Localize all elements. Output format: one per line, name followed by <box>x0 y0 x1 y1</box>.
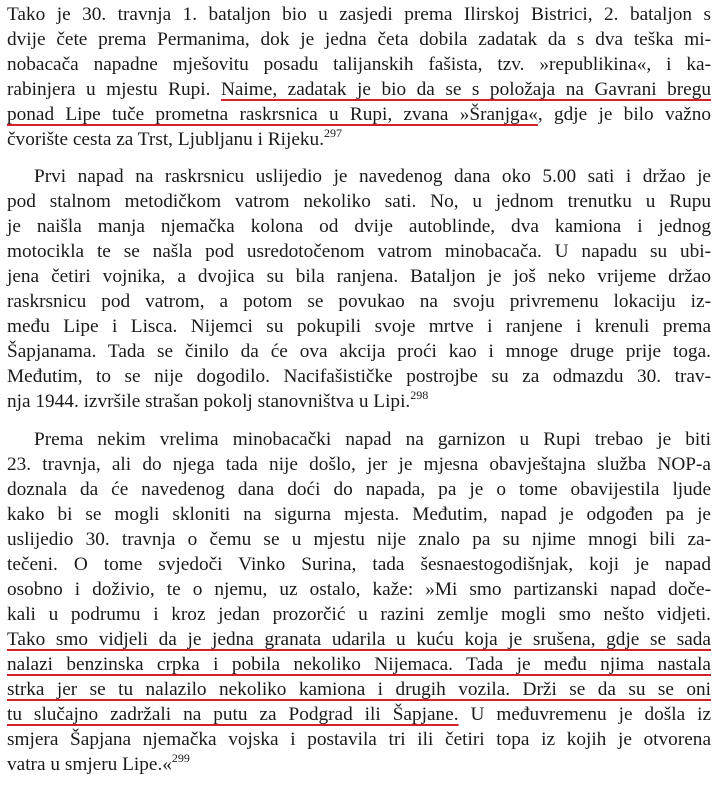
text-line: Tako je 30. travnja 1. bataljon bio u zasjedi prema Ilirskoj Bistrici, 2. bataljon s <box>7 4 711 25</box>
text-line: ponad Lipe tuče prometna raskrsnica u Rupi, zvana »Šranjga«, gdje je bilo važno <box>7 104 712 125</box>
text-line: doznala da će navedenog dana doći do napada, pa je o tome obavijestila ljude <box>7 479 711 500</box>
text-line: među Lipe i Lisca. Nijemci su pokupili svoje mrtve i ranjene i krenuli prema <box>7 316 711 337</box>
text-line: dvije čete prema Permanima, dok je jedna četa dobila zadatak da s dva teška mi- <box>7 29 711 50</box>
text-line: jena četiri vojnika, a dvojica su bila ranjena. Bataljon je još neko vrijeme držao <box>7 266 711 287</box>
text-line: tečeni. O tome svjedoči Vinko Surina, tada šesnaestogodišnjak, koji je napad <box>7 554 711 575</box>
text-line: nobacača napadne mješovitu posadu talijanskih fašista, tzv. »republikina«, i ka- <box>7 54 711 75</box>
underlined-passage: Naime, zadatak je bio da se s položaja na Gavrani bregu <box>220 79 711 100</box>
text-line: Šapjanama. Tada se činilo da će ova akcija proći kao i mnoge druge prije toga. <box>7 341 711 362</box>
text-line: Prema nekim vrelima minobacački napad na garnizon u Rupi trebao je biti <box>34 429 711 450</box>
underlined-passage: strka jer se tu nalazilo nekoliko kamiona i drugih vozila. Drži se da su se oni <box>7 679 711 700</box>
underlined-passage: tu slučajno zadržali na putu za Podgrad ili Šapjane. <box>7 704 459 725</box>
text-line: Prvi napad na raskrsnicu uslijedio je navedenog dana oko 5.00 sati i držao je <box>34 166 711 187</box>
underlined-passage: ponad Lipe tuče prometna raskrsnica u Rupi, zvana »Šranjga« <box>7 104 538 125</box>
text-line: kali u podrumu i kroz jedan prozorčić u razini zemlje mogli smo nešto vidjeti. <box>7 604 711 625</box>
footnote-ref: 297 <box>324 125 343 140</box>
text-line: smjera Šapjana njemačka vojska i postavila tri ili četiri topa iz kojih je otvorena <box>7 729 711 750</box>
underlined-passage: Tako smo vidjeli da je jedna granata udarila u kuću koja je srušena, gdje se sada <box>7 629 711 650</box>
text-line: je naišla manja njemačka kolona od dvije autoblinde, dva kamiona i jednog <box>7 216 711 237</box>
text-line: Međutim, to se nije dogodilo. Nacifašističke postrojbe su za odmazdu 30. trav- <box>7 366 711 387</box>
text-line: vatra u smjeru Lipe.«$^{299}$ <box>7 750 190 775</box>
text-line: tu slučajno zadržali na putu za Podgrad ili Šapjane. U međuvremenu je došla iz <box>7 704 711 725</box>
text-line: raskrsnicu pod vatrom, a potom se povukao na svoju privremenu lokaciju iz- <box>7 291 711 312</box>
text-line <box>7 678 711 702</box>
text-line: osobno i doživio, te o njemu, uz ostalo, kaže: »Mi smo partizanski napad doče- <box>7 579 711 600</box>
text-line: pod stalnom metodičkom vatrom nekoliko sati. No, u jednom trenutku u Rupu <box>7 191 711 212</box>
text-line: nja 1944. izvršile strašan pokolj stanovništva u Lipi.$^{298}$ <box>7 387 429 412</box>
text-line: rabinjera u mjestu Rupi. Naime, zadatak je bio da se s položaja na Gavrani bregu <box>7 79 711 100</box>
text-line: motocikla te se našla pod usredotočenom vatrom minobacača. U napadu su ubi- <box>7 241 711 262</box>
text-line: 23. travnja, ali do njega tada nije došlo, jer je mjesna obavještajna služba NOP-a <box>7 454 711 475</box>
footnote-ref: 299 <box>171 750 190 765</box>
text-line: kako bi se mogli skloniti na sigurna mjesta. Međutim, napad je odgođen pa je <box>7 504 711 525</box>
text-line <box>7 628 711 652</box>
text-line: čvorište cesta za Trst, Ljubljanu i Rijeku.$^{297}$ <box>7 125 343 150</box>
underlined-passage: nalazi benzinska crpka i pobila nekoliko Nijemaca. Tada je među njima nastala <box>7 654 711 675</box>
text-line: uslijedio 30. travnja o čemu se u mjestu nije znalo pa su njime mnogi bili za- <box>7 529 711 550</box>
footnote-ref: 298 <box>410 387 429 402</box>
text-line <box>7 653 711 677</box>
